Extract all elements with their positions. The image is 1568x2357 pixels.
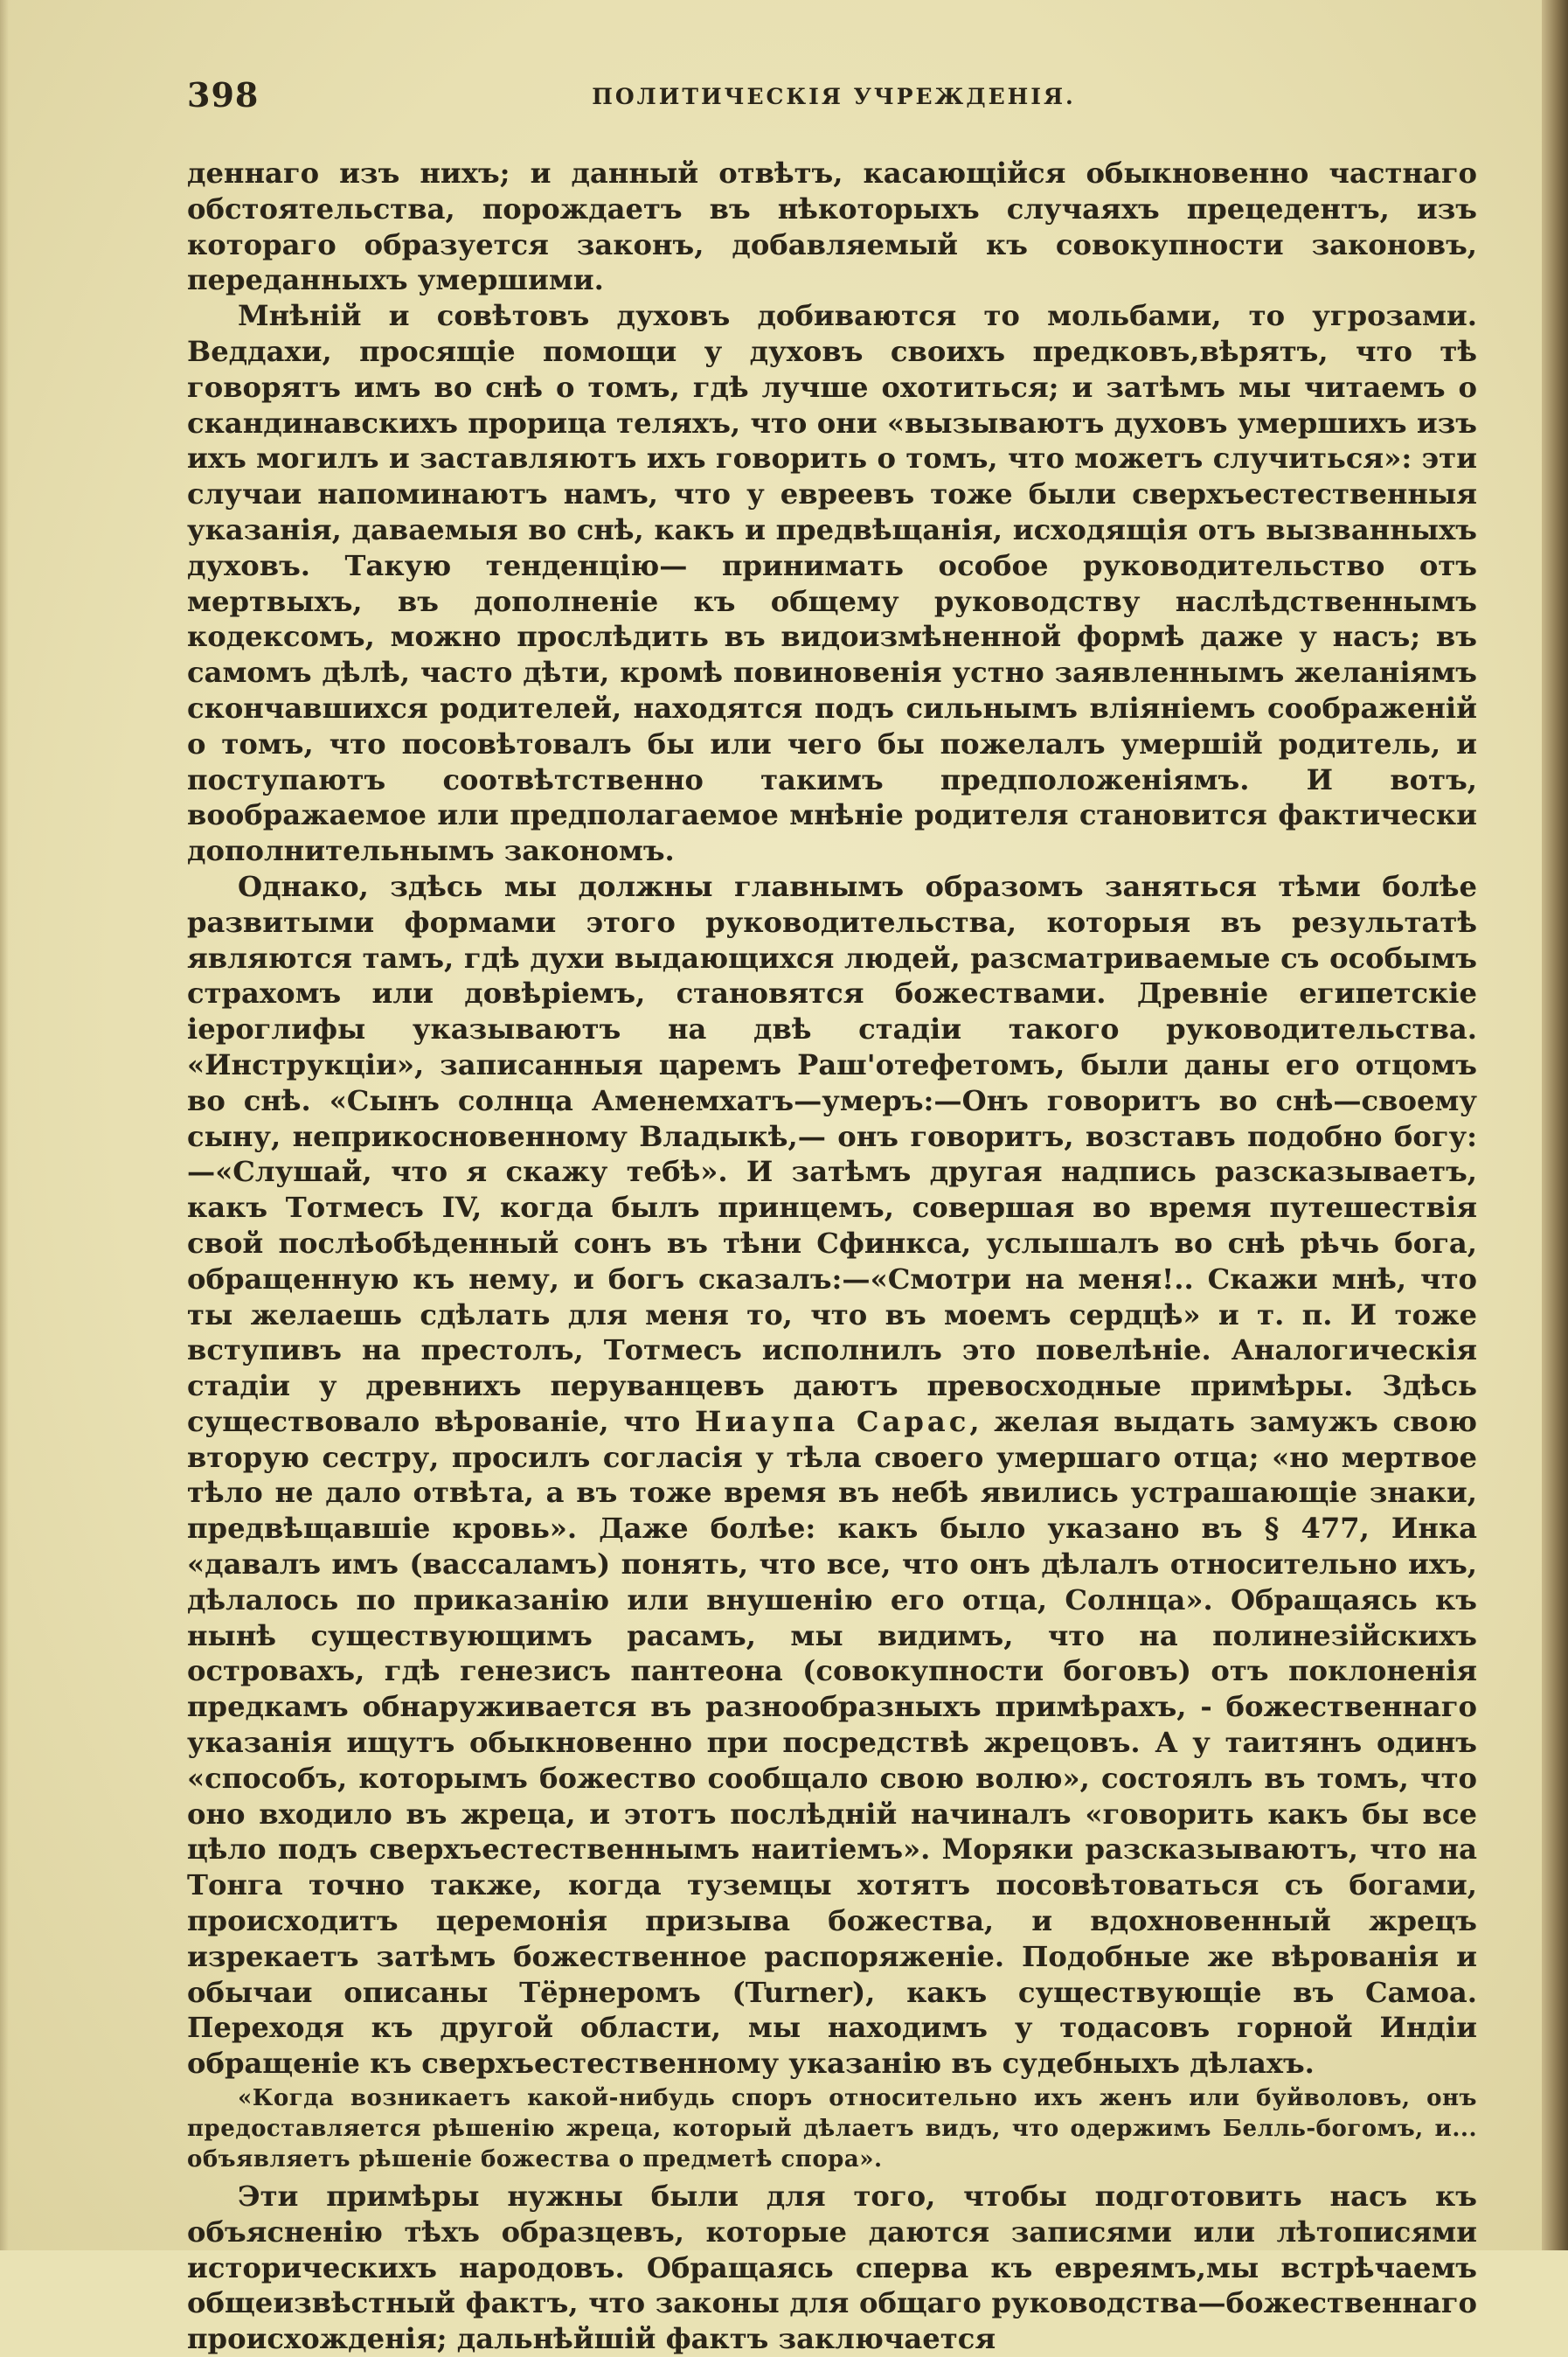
running-title: ПОЛИТИЧЕСКІЯ УЧРЕЖДЕНІЯ. xyxy=(592,84,1076,109)
block-quote: «Когда возникаетъ какой-нибудь споръ относительно ихъ женъ или буйволовъ, онъ предоставляется рѣшенію жреца, который дѣлаетъ видъ, что одержимъ Белль-богомъ, и... объявляетъ рѣшеніе божества о предметѣ спора». xyxy=(187,2085,1477,2173)
spaced-name: Ниаупа Сарас xyxy=(695,1404,970,1438)
page-header xyxy=(187,75,1481,119)
page-number: 398 xyxy=(187,75,260,115)
paragraph-text-after: , желая выдать замужъ свою вторую сестру, просилъ согласія у тѣла своего умершаго отца; «но мертвое тѣло не дало отвѣта, а въ тоже время въ небѣ явились устрашающіе знаки, предвѣщавшіе кровь». Даже болѣе: какъ было указано въ § 477, Инка «давалъ имъ (вассаламъ) понять, что все, что онъ дѣлалъ относительно ихъ, дѣлалось по приказанію или внушенію его отца, Солнца». Обращаясь къ нынѣ существующимъ расамъ, мы видимъ, что на полинезійскихъ островахъ, гдѣ генезисъ пантеона (совокупности боговъ) отъ поклоненія предкамъ обнаруживается въ разнообразныхъ примѣрахъ, - божественнаго указанія ищутъ обыкновенно при посредствѣ жрецовъ. А у таитянъ одинъ «способъ, которымъ божество сообщало свою волю», состоялъ въ томъ, что оно входило въ жреца, и этотъ послѣдній начиналъ «говорить какъ бы все цѣло подъ сверхъестественнымъ наитіемъ». Моряки разсказываютъ, что на Тонга точно также, когда туземцы хотятъ посовѣтоваться съ богами, происходитъ церемонія призыва божества, и вдохновенный жрецъ изрекаетъ затѣмъ божественное распоряженіе. Подобные же вѣрованія и обычаи описаны Тёрнеромъ (Turner), какъ существующіе въ Самоа. Переходя къ другой области, мы находимъ у тодасовъ горной Индіи обращеніе къ сверхъестественному указанію въ судебныхъ дѣлахъ. xyxy=(187,1404,1477,2081)
paragraph-spirits-advice: Мнѣній и совѣтовъ духовъ добиваются то мольбами, то угрозами. Веддахи, просящіе помощи у духовъ своихъ предковъ,вѣрятъ, что тѣ говорятъ имъ во снѣ о томъ, гдѣ лучше охотиться; и затѣмъ мы читаемъ о скандинавскихъ прорица теляхъ, что они «вызываютъ духовъ умершихъ изъ ихъ могилъ и заставляютъ ихъ говорить о томъ, что можетъ случиться»: эти случаи напоминаютъ намъ, что у евреевъ тоже были сверхъестественныя указанія, даваемыя во снѣ, какъ и предвѣщанія, исходящія отъ вызванныхъ духовъ. Такую тенденцію— принимать особое руководительство отъ мертвыхъ, въ дополненіе къ общему руководству наслѣдственнымъ кодексомъ, можно прослѣдить въ видоизмѣненной формѣ даже у насъ; въ самомъ дѣлѣ, часто дѣти, кромѣ повиновенія устно заявленнымъ желаніямъ скончавшихся родителей, находятся подъ сильнымъ вліяніемъ соображеній о томъ, что посовѣтовалъ бы или чего бы пожелалъ умершій родитель, и поступаютъ соотвѣтственно такимъ предположеніямъ. И вотъ, воображаемое или предполагаемое мнѣніе родителя становится фактически дополнительнымъ закономъ. xyxy=(187,299,1477,868)
paragraph-continued: деннаго изъ нихъ; и данный отвѣтъ, касающійся обыкновенно частнаго обстоятельства, порождаетъ въ нѣкоторыхъ случаяхъ прецедентъ, изъ котораго образуется законъ, добавляемый къ совокупности законовъ, переданныхъ умершими. xyxy=(187,156,1477,297)
page-binding-edge xyxy=(1542,0,1568,2250)
paragraph-examples: Эти примѣры нужны были для того, чтобы подготовить насъ къ объясненію тѣхъ образцевъ, которые даются записями или лѣтописями историческихъ народовъ. Обращаясь сперва къ евреямъ,мы встрѣчаемъ общеизвѣстный фактъ, что законы для общаго руководства—божественнаго происхожденія; дальнѣйшій фактъ заключается xyxy=(187,2180,1477,2356)
page-left-edge xyxy=(0,0,9,2250)
paragraph-deities-guidance xyxy=(187,869,1477,2082)
page-body xyxy=(187,156,1477,2357)
paragraph-text-before: Однако, здѣсь мы должны главнымъ образомъ заняться тѣми болѣе развитыми формами этого руководительства, которыя въ результатѣ являются тамъ, гдѣ духи выдающихся людей, разсматриваемые съ особымъ страхомъ или довѣріемъ, становятся божествами. Древніе египетскіе іероглифы указываютъ на двѣ стадіи такого руководительства. «Инструкціи», записанныя царемъ Раш'отефетомъ, были даны его отцомъ во снѣ. «Сынъ солнца Аменемхатъ—умеръ:—Онъ говоритъ во снѣ—своему сыну, неприкосновенному Владыкѣ,— онъ говоритъ, возставъ подобно богу:—«Слушай, что я скажу тебѣ». И затѣмъ другая надпись разсказываетъ, какъ Тотмесъ IV, когда былъ принцемъ, совершая во время путешествія свой послѣобѣденный сонъ въ тѣни Сфинкса, услышалъ во снѣ рѣчь бога, обращенную къ нему, и богъ сказалъ:—«Смотри на меня!.. Скажи мнѣ, что ты желаешь сдѣлать для меня то, что въ моемъ сердцѣ» и т. п. И тоже вступивъ на престолъ, Тотмесъ исполнилъ это повелѣніе. Аналогическія стадіи у древнихъ перуванцевъ даютъ превосходные примѣры. Здѣсь существовало вѣрованіе, что xyxy=(187,869,1477,1438)
